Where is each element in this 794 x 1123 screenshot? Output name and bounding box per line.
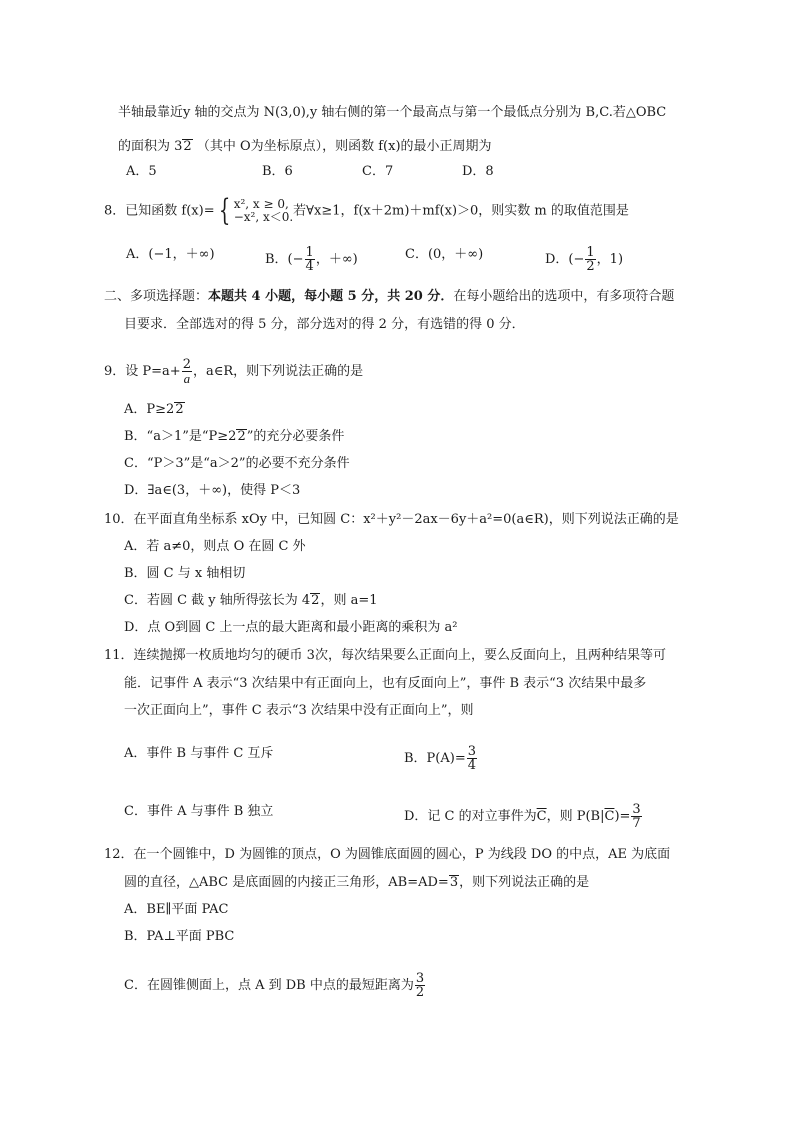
q8-option-c: C．(0，＋∞) [405,247,484,262]
q7-option-d: D．8 [462,164,494,179]
sqrt-2: 2 [183,139,192,154]
fraction: $\frac{2}{a}$ [182,357,191,386]
q12-line2: 圆的直径，△ABC 是底面圆的内接正三角形，AB=AD=3，则下列说法正确的是 [124,875,590,890]
q12-option-a: A．BE∥平面 PAC [124,902,229,917]
fraction: $\frac{1}{2}$ [586,245,595,274]
fraction: $\frac{1}{4}$ [305,245,314,274]
q10-option-d: D．点 O到圆 C 上一点的最大距离和最小距离的乘积为 a² [124,620,458,635]
q12-option-c: C．在圆锥侧面上，点 A 到 DB 中点的最短距离为 $\frac{3}{2}$ [124,971,425,1000]
piecewise-cases: x², x ≥ 0, −x², x＜0. [233,197,294,224]
q7-option-a: A．5 [126,164,157,179]
q9-option-b: B．“a＞1”是“P≥22”的充分必要条件 [124,429,345,444]
q10-stem: 10．在平面直角坐标系 xOy 中，已知圆 C：x²＋y²－2ax－6y＋a²=0(a∈R)，则下列说法正确的是 [104,512,679,527]
q7-option-c: C．7 [362,164,394,179]
fraction: $\frac{3}{2}$ [415,971,425,1000]
q11-option-c: C．事件 A 与事件 B 独立 [124,804,274,819]
q11-line2: 能．记事件 A 表示“3 次结果中有正面向上，也有反面向上”，事件 B 表示“3 次结果中最多 [124,676,647,691]
q8-option-b: B．(− $\frac{1}{4}$ ，＋∞) [265,245,358,274]
q10-option-c: C．若圆 C 截 y 轴所得弦长为 42，则 a=1 [124,593,378,608]
q11-line3: 一次正面向上”，事件 C 表示“3 次结果中没有正面向上”，则 [124,703,474,718]
q12-option-b: B．PA⊥平面 PBC [124,929,235,944]
q9-option-c: C．“P＞3”是“a＞2”的必要不充分条件 [124,456,350,471]
q8-option-d: D．(− $\frac{1}{2}$ ，1) [545,245,624,274]
q9-option-a: A．P≥22 [124,402,184,417]
q12-line1: 12．在一个圆锥中，D 为圆锥的顶点，O 为圆锥底面圆的圆心，P 为线段 DO 的中点，AE 为底面 [104,847,671,862]
q7-line1: 半轴最靠近y 轴的交点为 N(3,0),y 轴右侧的第一个最高点与第一个最低点分别为 B,C.若△OBC [118,105,667,120]
section2-line2: 目要求．全部选对的得 5 分，部分选对的得 2 分，有选错的得 0 分． [124,317,525,332]
q7-line2: 的面积为 32 （其中 O为坐标原点），则函数 f(x)的最小正周期为 [118,139,492,154]
q7-option-b: B．6 [262,164,293,179]
q11-option-b: B．P(A)= $\frac{3}{4}$ [404,744,477,773]
fraction: $\frac{3}{4}$ [467,744,477,773]
q8-option-a: A．(−1，＋∞) [126,247,215,262]
q8-stem: 8．已知函数 f(x)= { x², x ≥ 0, −x², x＜0. 若∀x≥1，f(x＋2m)＋mf(x)＞0，则实数 m 的取值范围是 [104,193,629,228]
q9-stem: 9．设 P=a+ $\frac{2}{a}$ ，a∈R，则下列说法正确的是 [104,357,364,386]
q11-option-d: D．记 C 的对立事件为$\overline{C}$，则 $P(B|\overline{C})=$ $\frac{3}{7}$ [404,802,641,831]
fraction: $\frac{3}{7}$ [632,802,641,831]
q9-option-d: D．∃a∈(3，＋∞)，使得 P＜3 [124,483,301,498]
section2-line1: 二、多项选择题：本题共 4 小题，每小题 5 分，共 20 分．在每小题给出的选项中，有多项符合题 [104,289,675,304]
q10-option-a: A．若 a≠0，则点 O 在圆 C 外 [124,539,306,554]
q11-line1: 11．连续抛掷一枚质地均匀的硬币 3次，每次结果要么正面向上，要么反面向上，且两种结果等可 [104,648,666,663]
q11-option-a: A．事件 B 与事件 C 互斥 [124,746,274,761]
q10-option-b: B．圆 C 与 x 轴相切 [124,566,246,581]
left-brace-icon: { [218,193,230,228]
